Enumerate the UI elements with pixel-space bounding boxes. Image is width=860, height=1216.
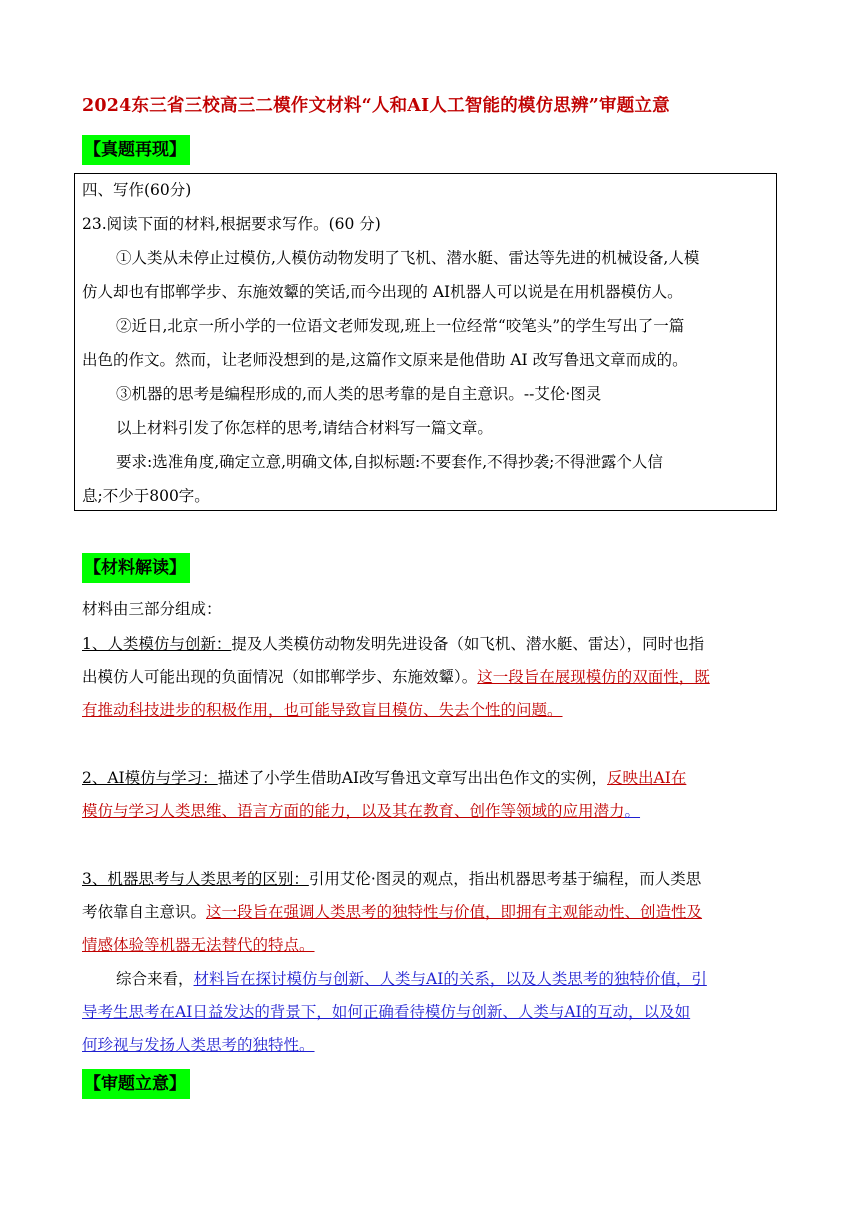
text-span: 考依靠自主意识。	[82, 903, 207, 921]
question-line: ③机器的思考是编程形成的,而人类的思考靠的是自主意识。--艾伦·图灵	[116, 385, 602, 403]
analysis-paragraph-3-line	[82, 869, 701, 889]
highlight-red: 情感体验等机器无法替代的特点。	[82, 936, 315, 954]
text-span: 出模仿人可能出现的负面情况（如邯郸学步、东施效颦）。	[82, 668, 478, 686]
highlight-blue: 导考生思考在AI日益发达的背景下，如何正确看待模仿与创新、人类与AI的互动，以及如	[82, 1003, 691, 1021]
section-heading-intent: 【审题立意】	[82, 1069, 190, 1099]
question-line: 以上材料引发了你怎样的思考,请结合材料写一篇文章。	[116, 419, 493, 437]
analysis-paragraph-2-line	[82, 801, 640, 821]
analysis-paragraph-1-line	[82, 634, 704, 654]
document-title: 2024东三省三校高三二模作文材料“人和AI人工智能的模仿思辨”审题立意	[82, 96, 670, 116]
question-line: 四、写作(60分)	[82, 181, 192, 199]
section-heading-analysis: 【材料解读】	[82, 553, 190, 583]
summary-line	[116, 969, 707, 989]
highlight-red: 这一段旨在展现模仿的双面性，既	[477, 668, 710, 686]
point-heading: 2、AI模仿与学习：	[82, 769, 218, 787]
highlight-blue: 何珍视与发扬人类思考的独特性。	[82, 1036, 315, 1054]
summary-line	[82, 1035, 315, 1055]
point-heading: 3、机器思考与人类思考的区别：	[82, 870, 309, 888]
analysis-paragraph-1-line	[82, 700, 563, 720]
text-span: 描述了小学生借助AI改写鲁迅文章写出出色作文的实例，	[217, 769, 608, 787]
summary-line	[82, 1002, 690, 1022]
question-line: ①人类从未停止过模仿,人模仿动物发明了飞机、潜水艇、雷达等先进的机械设备,人模	[116, 249, 700, 267]
highlight-red: 模仿与学习人类思维、语言方面的能力，以及其在教育、创作等领域的应用潜力	[82, 802, 625, 820]
analysis-paragraph-1-line	[82, 667, 710, 687]
question-line: 息;不少于800字。	[82, 487, 210, 505]
text-span: 引用艾伦·图灵的观点，指出机器思考基于编程，而人类思	[308, 870, 702, 888]
question-line: 仿人却也有邯郸学步、东施效颦的笑话,而今出现的 AI机器人可以说是在用机器模仿人。	[82, 283, 683, 301]
analysis-paragraph-2-line	[82, 768, 686, 788]
analysis-paragraph-3-line	[82, 935, 315, 955]
text-span: 提及人类模仿动物发明先进设备（如飞机、潜水艇、雷达），同时也指	[231, 635, 705, 653]
question-line: ②近日,北京一所小学的一位语文老师发现,班上一位经常“咬笔头”的学生写出了一篇	[116, 317, 685, 335]
highlight-blue: 。	[624, 802, 641, 820]
analysis-intro: 材料由三部分组成：	[82, 600, 222, 618]
highlight-blue: 材料旨在探讨模仿与创新、人类与AI的关系，以及人类思考的独特价值，引	[193, 970, 707, 988]
question-line: 要求:选准角度,确定立意,明确文体,自拟标题:不要套作,不得抄袭;不得泄露个人信	[116, 453, 663, 471]
question-line: 23.阅读下面的材料,根据要求写作。(60 分)	[82, 215, 381, 233]
point-heading: 1、人类模仿与创新：	[82, 635, 232, 653]
text-span: 综合来看，	[116, 970, 194, 988]
section-heading-question: 【真题再现】	[82, 135, 190, 165]
analysis-paragraph-3-line	[82, 902, 702, 922]
highlight-red: 有推动科技进步的积极作用，也可能导致盲目模仿、失去个性的问题。	[82, 701, 563, 719]
highlight-red: 反映出AI在	[607, 769, 687, 787]
highlight-red: 这一段旨在强调人类思考的独特性与价值，即拥有主观能动性、创造性及	[206, 903, 703, 921]
question-line: 出色的作文。然而，让老师没想到的是,这篇作文原来是他借助 AI 改写鲁迅文章而成的。	[82, 351, 688, 369]
